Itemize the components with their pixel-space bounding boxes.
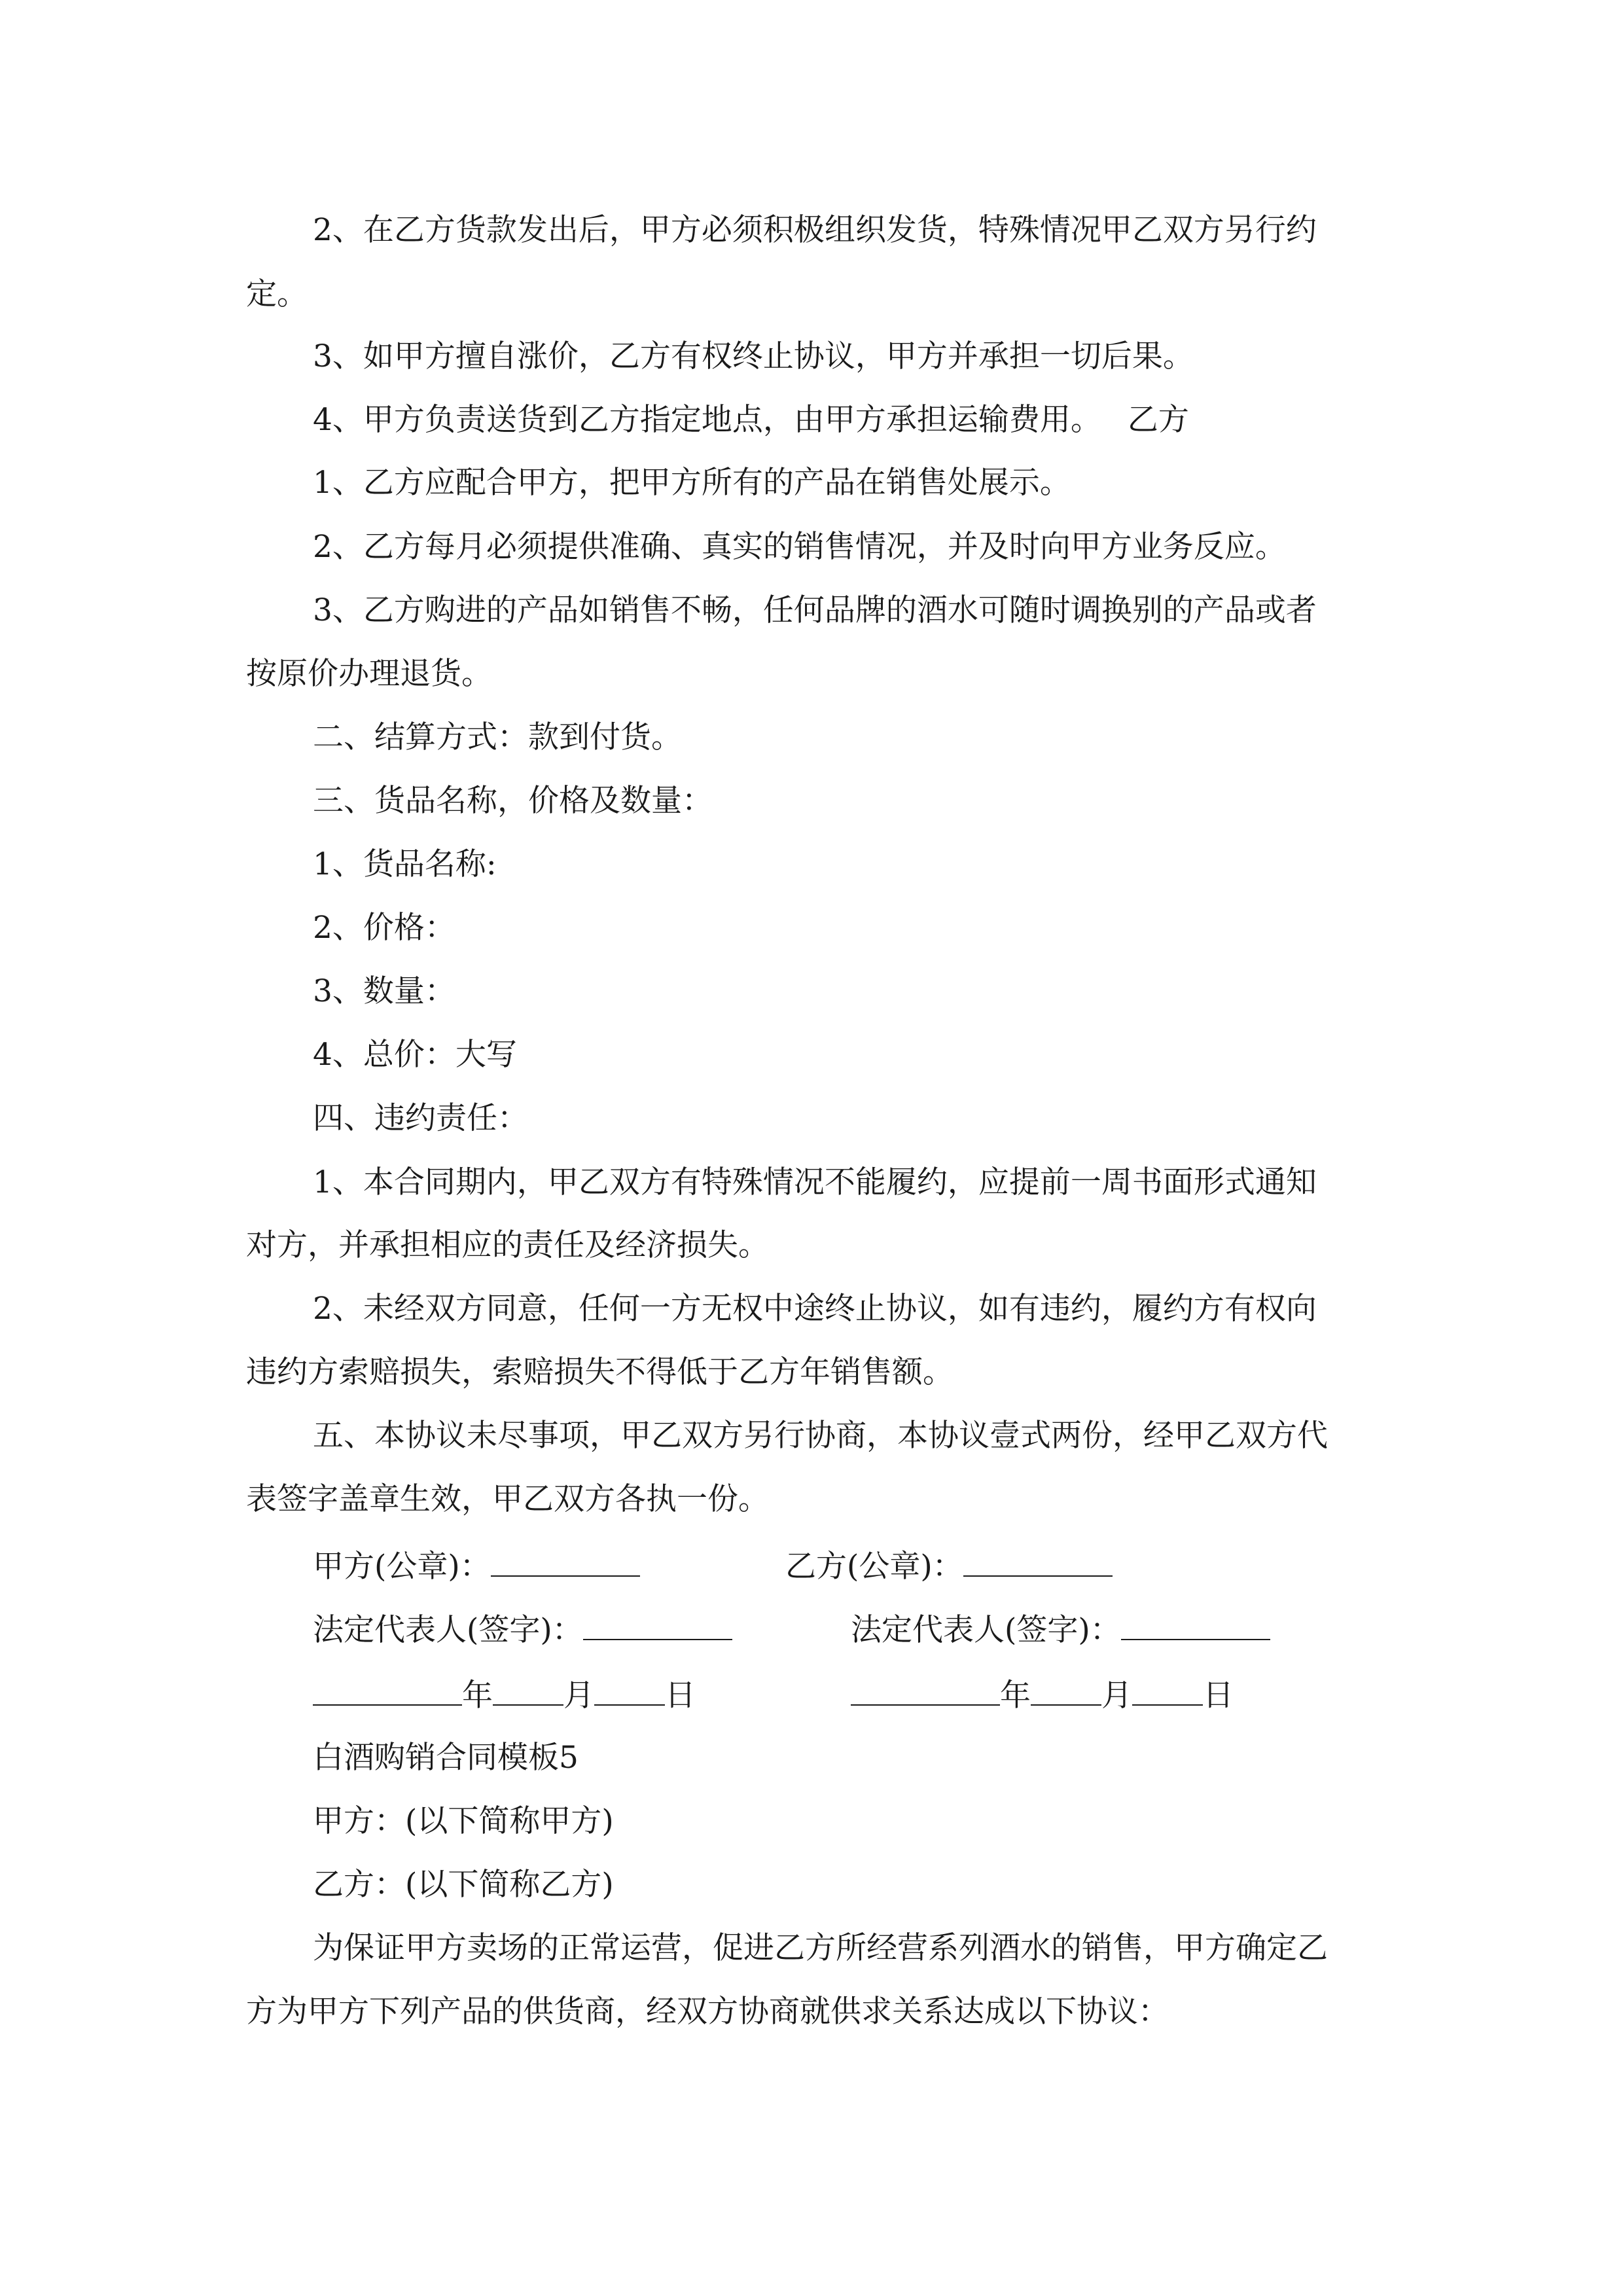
day-label: 日: [1203, 1677, 1234, 1713]
day-label: 日: [665, 1677, 696, 1713]
month-label: 月: [563, 1677, 594, 1713]
year-blank: [313, 1676, 462, 1706]
paragraph-line: 4、总价：大写: [313, 1037, 517, 1073]
paragraph-line: 五、本协议未尽事项，甲乙双方另行协商，本协议壹式两份，经甲乙双方代: [313, 1418, 1328, 1454]
paragraph-line: 2、在乙方货款发出后，甲方必须积极组织发货，特殊情况甲乙双方另行约: [313, 212, 1317, 248]
year-label: 年: [1000, 1677, 1031, 1713]
party-a-date: [313, 1676, 696, 1715]
paragraph-line: 1、乙方应配合甲方，把甲方所有的产品在销售处展示。: [313, 465, 1071, 501]
paragraph-text: 4、甲方负责送货到乙方指定地点，由甲方承担运输费用。: [313, 402, 1101, 438]
day-blank: [594, 1676, 665, 1706]
party-a-seal-blank: [491, 1547, 640, 1577]
paragraph-line: 定。: [246, 276, 308, 312]
party-b-seal-blank: [963, 1547, 1113, 1577]
paragraph-line: 1、货品名称:: [313, 846, 497, 882]
party-a-seal-label: 甲方(公章)：: [313, 1549, 491, 1585]
paragraph-line: 三、货品名称，价格及数量：: [313, 783, 713, 819]
section-heading-party-b: 乙方: [1127, 402, 1189, 438]
party-b-rep-blank: [1121, 1610, 1270, 1640]
paragraph-line: 违约方索赔损失，索赔损失不得低于乙方年销售额。: [246, 1354, 954, 1390]
paragraph-line: 二、结算方式：款到付货。: [313, 719, 682, 755]
paragraph-line: 对方，并承担相应的责任及经济损失。: [246, 1227, 769, 1263]
party-b-definition: 乙方：(以下简称乙方): [313, 1867, 614, 1903]
month-blank: [1031, 1676, 1101, 1706]
party-b-seal-label: 乙方(公章)：: [785, 1549, 963, 1585]
template-title: 白酒购销合同模板5: [313, 1740, 579, 1776]
paragraph-line: 3、如甲方擅自涨价，乙方有权终止协议，甲方并承担一切后果。: [313, 338, 1194, 374]
paragraph-line: 四、违约责任：: [313, 1100, 528, 1136]
party-b-date: [851, 1676, 1234, 1715]
party-b-rep-label: 法定代表人(签字)：: [851, 1612, 1121, 1648]
party-a-seal: [313, 1547, 640, 1587]
party-a-rep-label: 法定代表人(签字)：: [313, 1612, 583, 1648]
party-a-representative: [313, 1610, 732, 1650]
paragraph-line: 3、数量：: [313, 973, 455, 1009]
paragraph-line: 2、乙方每月必须提供准确、真实的销售情况，并及时向甲方业务反应。: [313, 529, 1286, 565]
paragraph-line: 2、未经双方同意，任何一方无权中途终止协议，如有违约，履约方有权向: [313, 1291, 1317, 1327]
paragraph-line: 按原价办理退货。: [246, 656, 492, 692]
month-blank: [493, 1676, 563, 1706]
month-label: 月: [1101, 1677, 1132, 1713]
year-label: 年: [462, 1677, 493, 1713]
intro-paragraph-line: 为保证甲方卖场的正常运营，促进乙方所经营系列酒水的销售，甲方确定乙: [313, 1930, 1328, 1966]
party-b-seal: [785, 1547, 1113, 1587]
paragraph-line: 2、价格：: [313, 910, 455, 946]
party-b-representative: [851, 1610, 1270, 1650]
paragraph-line: 1、本合同期内，甲乙双方有特殊情况不能履约，应提前一周书面形式通知: [313, 1164, 1317, 1200]
paragraph-line: 3、乙方购进的产品如销售不畅，任何品牌的酒水可随时调换别的产品或者: [313, 592, 1317, 628]
paragraph-line: 表签字盖章生效，甲乙双方各执一份。: [246, 1481, 769, 1517]
year-blank: [851, 1676, 1000, 1706]
intro-paragraph-line: 方为甲方下列产品的供货商，经双方协商就供求关系达成以下协议：: [246, 1994, 1169, 2030]
paragraph-line: [313, 401, 1623, 440]
day-blank: [1132, 1676, 1203, 1706]
party-a-definition: 甲方：(以下简称甲方): [313, 1803, 614, 1839]
party-a-rep-blank: [583, 1610, 732, 1640]
